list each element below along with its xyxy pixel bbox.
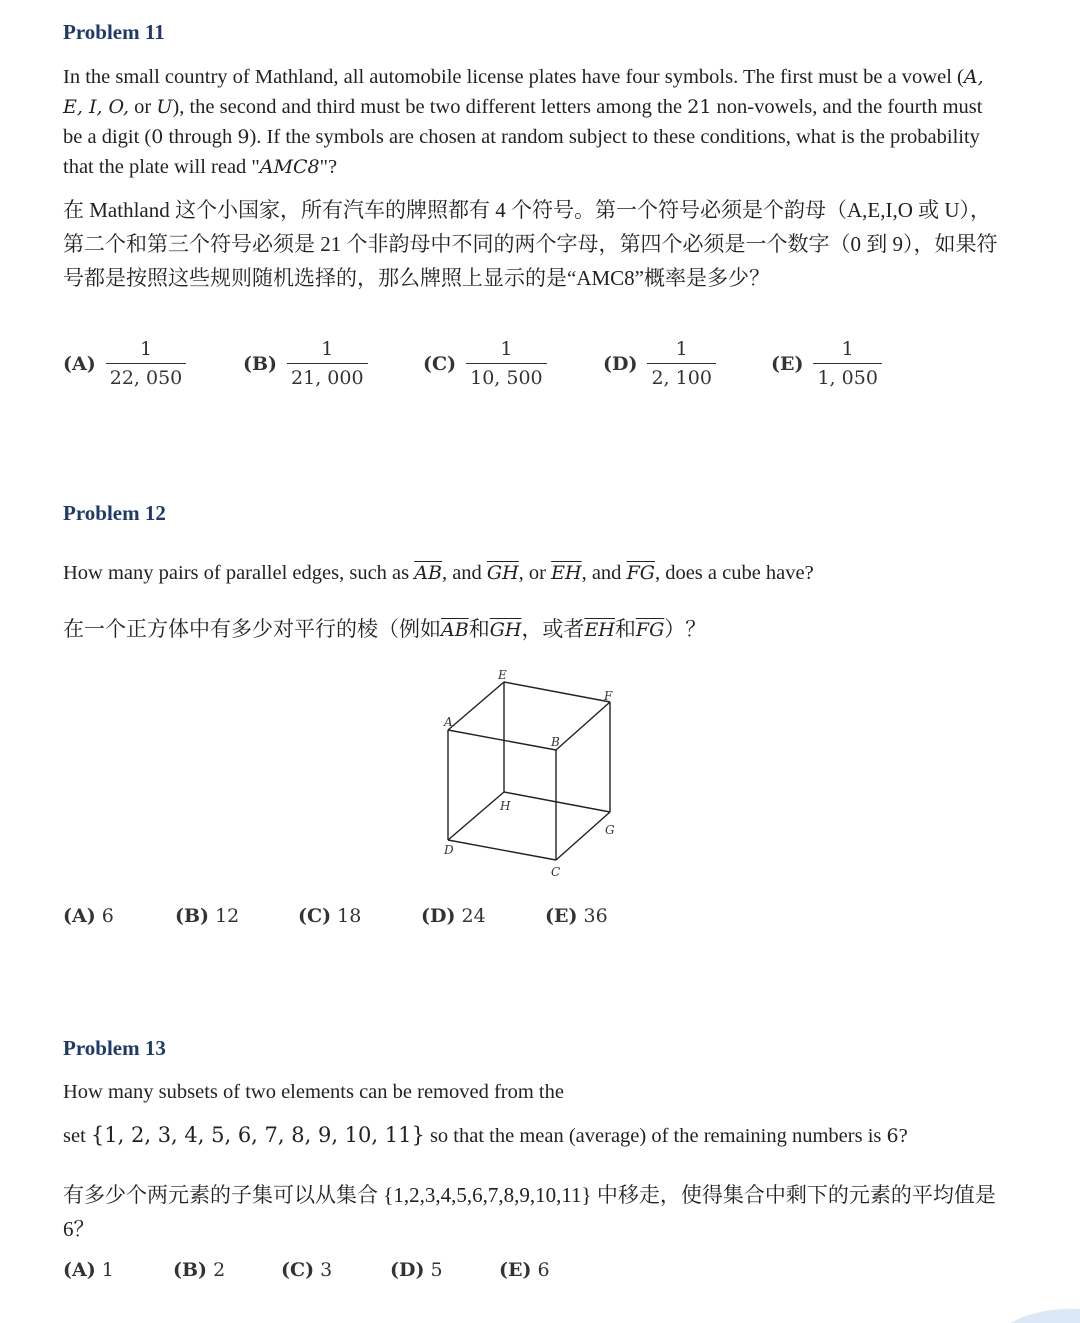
problem-12-choices: [63, 905, 763, 935]
text-run: so that the mean (average) of the remaining numbers is: [424, 1125, 887, 1147]
edge-b-f: [556, 702, 610, 750]
math-0: 0: [151, 126, 164, 148]
choice-a[interactable]: [63, 340, 186, 388]
fraction: [647, 340, 715, 388]
choice-c[interactable]: [281, 1259, 332, 1281]
problem-13-chinese-text: 有多少个两元素的子集可以从集合 {1,2,3,4,5,6,7,8,9,10,11} 中移走，使得集合中剩下的元素的平均值是 6？: [63, 1183, 996, 1241]
text-run: ?: [898, 1125, 908, 1147]
problem-11-chinese-text: 在 Mathland 这个小国家，所有汽车的牌照都有 4 个符号。第一个符号必须是个韵母（A,E,I,O 或 U），第二个和第三个符号必须是 21 个非韵母中不同的两个字母，第四个必须是一个数字（0 到 9），如果符号都是按照这些规则随机选择的，那么牌照上显示的是“AMC8”概率是多少？: [63, 198, 998, 290]
text-run: In the small country of Mathland, all automobile license plates have four symbols. The first must be a vowel (: [63, 66, 964, 88]
text-run: How many pairs of parallel edges, such as: [63, 562, 415, 584]
choice-label: (E): [545, 905, 578, 927]
choice-value: 5: [430, 1259, 443, 1281]
choice-a[interactable]: [63, 905, 114, 927]
problem-13-title: Problem 13: [63, 1036, 166, 1060]
fraction: [466, 340, 547, 388]
choice-label: (D): [421, 905, 456, 927]
choice-d[interactable]: [603, 340, 716, 388]
edge-fg: $\overline{FG}$: [635, 619, 665, 641]
edge-a-b: [448, 730, 556, 750]
edge-gh: $\overline{GH}$: [489, 619, 522, 641]
text-run: ）？: [664, 617, 707, 641]
choice-label: (C): [423, 353, 457, 375]
choice-c[interactable]: [423, 340, 547, 388]
choice-d[interactable]: [421, 905, 486, 927]
choice-label: (A): [63, 1259, 96, 1281]
math-amc8: AMC8: [259, 156, 320, 178]
choice-c[interactable]: [298, 905, 361, 927]
cube-label-e: E: [498, 668, 507, 682]
denominator: 22, 050: [106, 363, 187, 388]
denominator: 2, 100: [647, 363, 715, 388]
cube-label-d: D: [444, 843, 454, 857]
edge-d-h: [448, 792, 504, 840]
math-6: 6: [886, 1125, 899, 1147]
numerator: 1: [675, 338, 688, 360]
choice-e[interactable]: [499, 1259, 550, 1281]
cube-label-b: B: [551, 735, 560, 749]
choice-label: (A): [63, 353, 96, 375]
choice-label: (E): [499, 1259, 532, 1281]
edge-ab: $\overline{AB}$: [441, 619, 469, 641]
choice-b[interactable]: [173, 1259, 225, 1281]
choice-value: 2: [213, 1259, 226, 1281]
text-run: through: [163, 126, 238, 148]
text-run: set: [63, 1125, 91, 1147]
fraction: [287, 340, 368, 388]
choice-a[interactable]: [63, 1259, 114, 1281]
text-run: ，或者: [521, 617, 585, 641]
choice-value: 36: [583, 905, 608, 927]
cube-label-a: A: [444, 715, 453, 729]
cube-label-c: C: [551, 865, 561, 879]
cube-label-g: G: [605, 823, 615, 837]
choice-label: (B): [243, 353, 278, 375]
choice-e[interactable]: [545, 905, 608, 927]
edge-d-c: [448, 840, 556, 860]
text-run: non-vowels, and the fourth must be a digit (: [63, 96, 983, 148]
text-run: ), the second and third must be two different letters among the: [172, 96, 688, 118]
text-run: "?: [319, 156, 338, 178]
edge-e-f: [504, 682, 610, 702]
choice-value: 24: [461, 905, 486, 927]
choice-value: 6: [537, 1259, 550, 1281]
problem-13-choices: [63, 1259, 663, 1289]
edge-h-g: [504, 792, 610, 812]
choice-label: (C): [281, 1259, 315, 1281]
problem-11-english-text: [63, 62, 1003, 182]
math-set: {1, 2, 3, 4, 5, 6, 7, 8, 9, 10, 11}: [90, 1123, 425, 1147]
corner-decoration: [1000, 1307, 1080, 1323]
text-run: or: [129, 96, 157, 118]
math-vowels: A, E, I, O,: [63, 66, 984, 118]
numerator: 1: [139, 338, 153, 360]
problem-13-english-line-2: [63, 1120, 1003, 1151]
numerator: 1: [841, 338, 854, 360]
text-run: ). If the symbols are chosen at random subject to these conditions, what is the probability that the plate will read ": [63, 126, 980, 178]
choice-value: 3: [320, 1259, 333, 1281]
math-9: 9: [237, 126, 250, 148]
choice-label: (D): [603, 353, 638, 375]
problem-13-english-line-1: How many subsets of two elements can be removed from the: [63, 1081, 564, 1103]
edge-gh: $\overline{GH}$: [486, 562, 519, 584]
problem-12-title: Problem 12: [63, 501, 166, 525]
problem-12-english-text: [63, 558, 1043, 588]
cube-label-h: H: [500, 799, 511, 813]
fraction: [106, 340, 187, 388]
text-run: , and: [581, 562, 627, 584]
choice-value: 18: [337, 905, 362, 927]
edge-fg: $\overline{FG}$: [626, 562, 655, 584]
denominator: 10, 500: [466, 363, 547, 388]
choice-label: (C): [298, 905, 332, 927]
text-run: , and: [441, 562, 487, 584]
math-21: 21: [687, 96, 712, 118]
cube-label-f: F: [604, 689, 613, 703]
choice-d[interactable]: [390, 1259, 443, 1281]
problem-11-choices: [63, 340, 963, 400]
text-run: 和: [614, 617, 636, 641]
choice-label: (A): [63, 905, 96, 927]
choice-label: (B): [175, 905, 210, 927]
denominator: 1, 050: [813, 363, 881, 388]
text-run: , does a cube have?: [654, 562, 814, 584]
numerator: 1: [321, 338, 334, 360]
choice-e[interactable]: [771, 340, 882, 388]
choice-b[interactable]: [243, 340, 368, 388]
choice-label: (E): [771, 353, 804, 375]
choice-value: 12: [215, 905, 240, 927]
edge-c-g: [556, 812, 610, 860]
text-run: 在一个正方体中有多少对平行的棱（例如: [63, 617, 441, 641]
text-run: 和: [468, 617, 490, 641]
denominator: 21, 000: [287, 363, 368, 388]
math-u: U: [156, 96, 173, 118]
problem-12-chinese-text: [63, 612, 1003, 647]
edge-a-e: [448, 682, 504, 730]
edge-eh: $\overline{EH}$: [551, 562, 582, 584]
choice-label: (D): [390, 1259, 425, 1281]
choice-label: (B): [173, 1259, 208, 1281]
edge-ab: $\overline{AB}$: [414, 562, 442, 584]
fraction: [813, 340, 881, 388]
edge-eh: $\overline{EH}$: [584, 619, 615, 641]
cube-diagram: [430, 660, 630, 880]
text-run: , or: [518, 562, 552, 584]
problem-11-title: Problem 11: [63, 20, 165, 44]
choice-value: 6: [101, 905, 114, 927]
numerator: 1: [500, 338, 513, 360]
choice-value: 1: [101, 1259, 114, 1281]
choice-b[interactable]: [175, 905, 239, 927]
